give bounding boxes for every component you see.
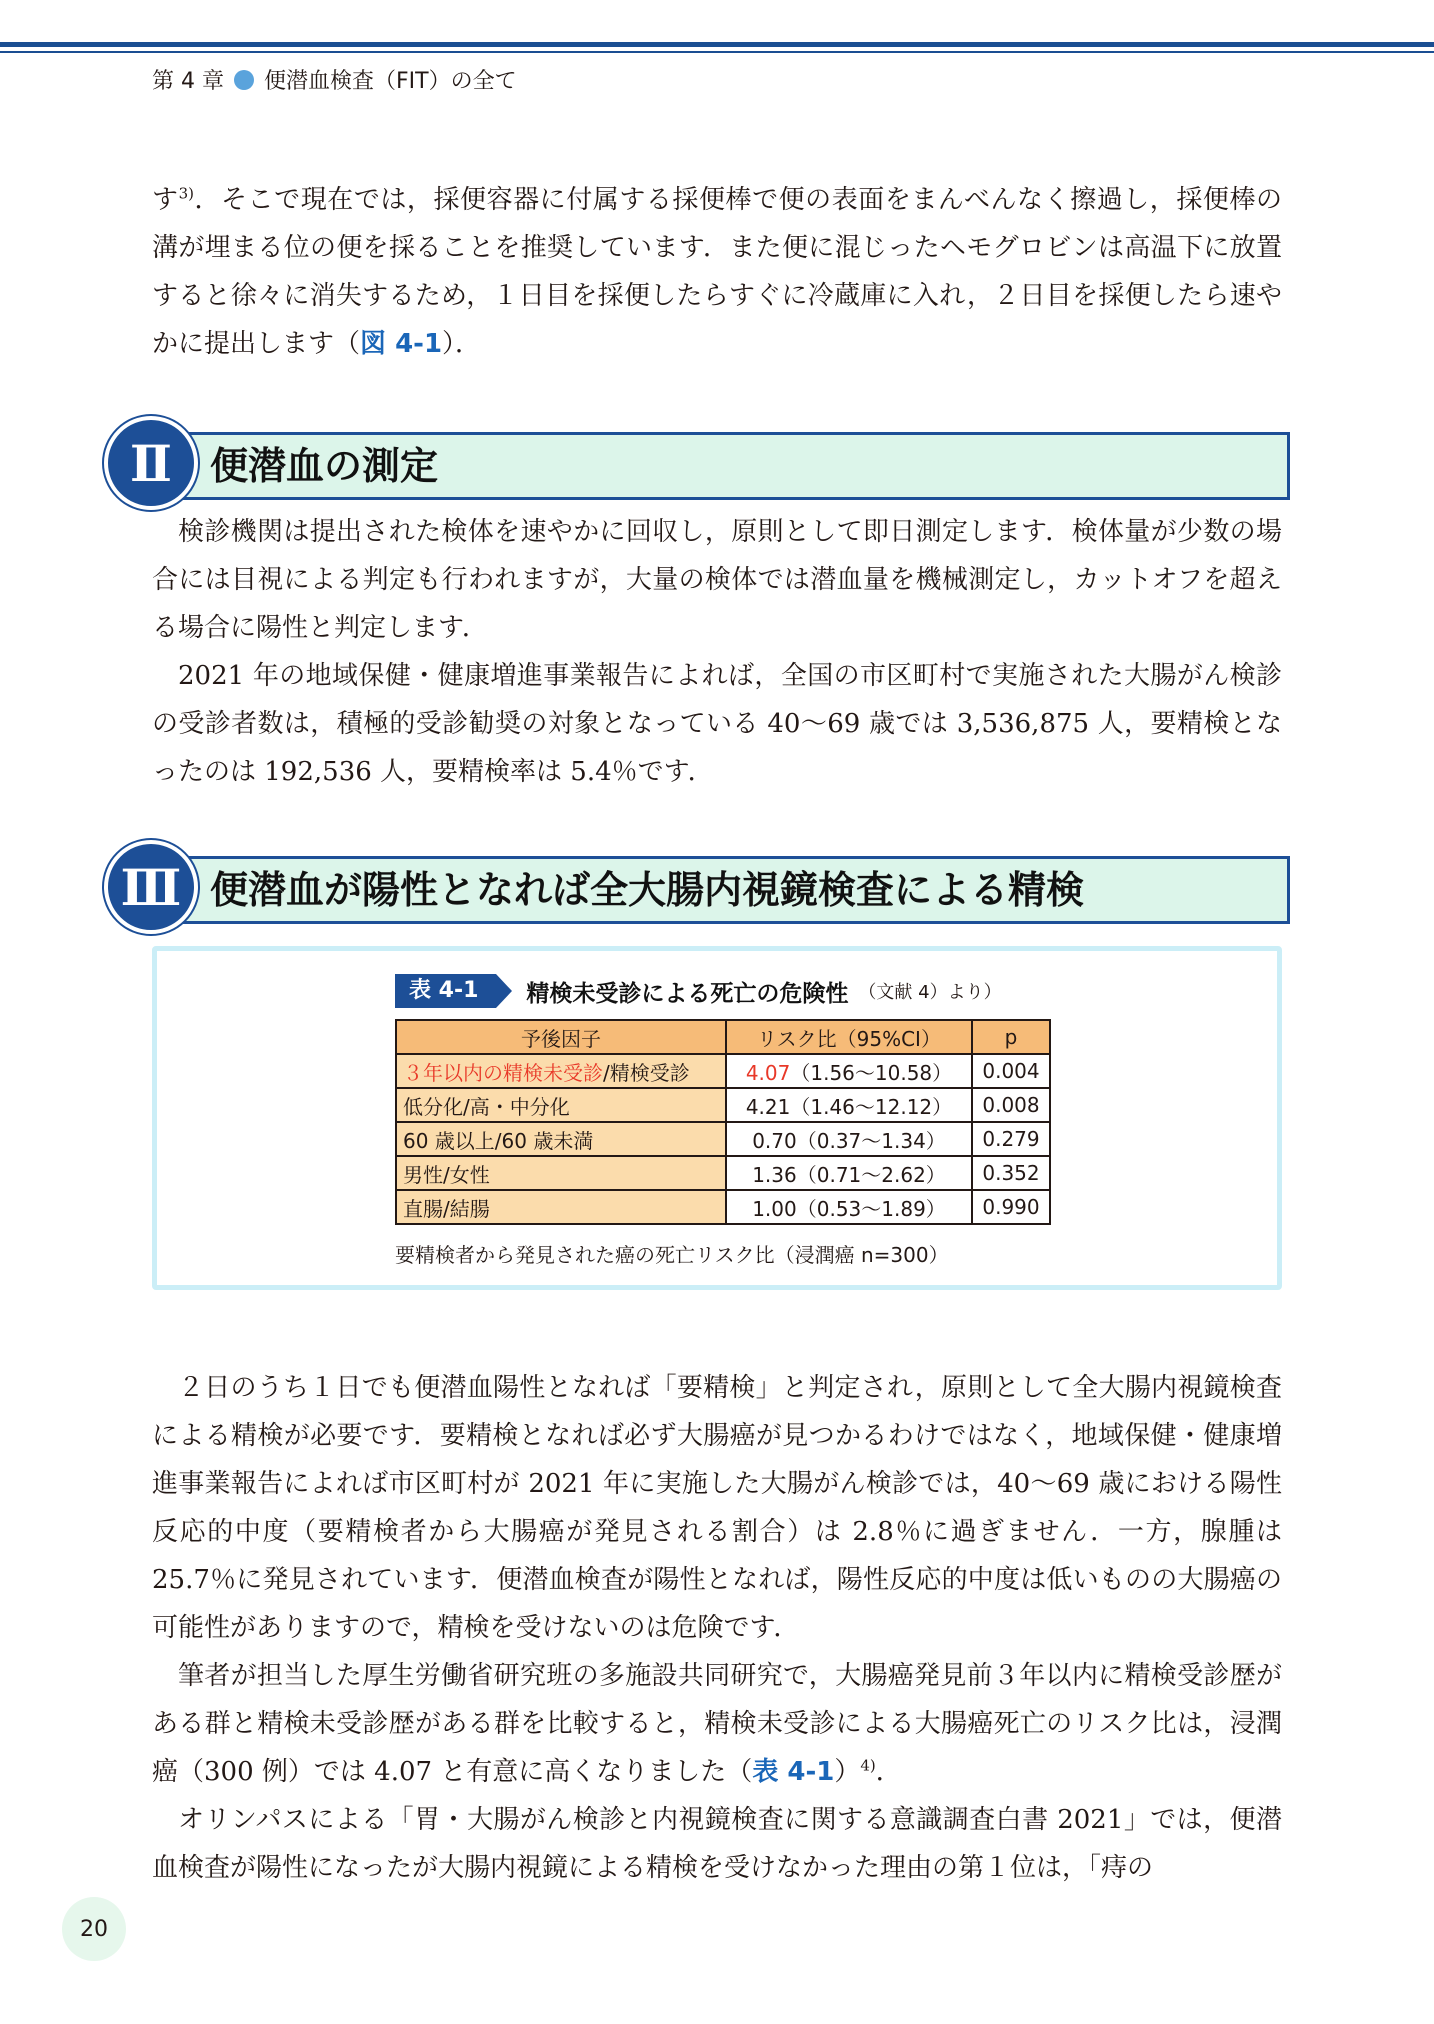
- running-head: [152, 64, 517, 95]
- page-number: 20: [62, 1897, 126, 1961]
- table-row: [396, 1054, 1050, 1088]
- p-value-cell: 0.990: [972, 1190, 1050, 1224]
- intro-paragraph: す$^{3)}$．そこで現在では，採便容器に付属する採便棒で便の表面をまんべんなく擦過し，採便棒の溝が埋まる位の便を採ることを推奨しています．また便に混じったヘモグロビンは高温下に放置すると徐々に消失するため，１日目を採便したらすぐに冷蔵庫に入れ，２日目を採便したら速やかに提出します（図 4-1）．: [152, 184, 1282, 359]
- ratio-cell: 1.36（0.71〜2.62）: [726, 1156, 972, 1190]
- section-2-text: [152, 508, 1282, 796]
- column-header: p: [972, 1020, 1050, 1054]
- table-row: [396, 1088, 1050, 1122]
- p-value-cell: 0.279: [972, 1122, 1050, 1156]
- ratio-cell: 1.00（0.53〜1.89）: [726, 1190, 972, 1224]
- section-3-text: [152, 1364, 1282, 1892]
- table-row: [396, 1156, 1050, 1190]
- header-rule-bottom: [0, 51, 1434, 53]
- ratio-cell: 4.07（1.56〜10.58）: [726, 1054, 972, 1088]
- section-numeral: Ⅲ: [104, 840, 198, 934]
- section-title: 便潜血が陽性となれば全大腸内視鏡検査による精検: [210, 868, 1085, 912]
- section-title: 便潜血の測定: [210, 444, 439, 488]
- paragraph: 2021 年の地域保健・健康増進事業報告によれば，全国の市区町村で実施された大腸がん検診の受診者数は，積極的受診勧奨の対象となっている 40〜69 歳では 3,536,875 人，要精検となったのは 192,536 人，要精検率は 5.4％です．: [152, 661, 1282, 787]
- column-header: リスク比（95%CI）: [726, 1020, 972, 1054]
- table-caption: [395, 973, 1002, 1009]
- table-row: [396, 1190, 1050, 1224]
- factor-cell: 直腸/結腸: [396, 1190, 726, 1224]
- chapter-label: 第 4 章: [152, 69, 224, 94]
- p-value-cell: 0.004: [972, 1054, 1050, 1088]
- citation-sup: 3): [178, 184, 194, 203]
- table-4-1-frame: [152, 946, 1282, 1290]
- chapter-title: 便潜血検査（FIT）の全て: [263, 69, 517, 94]
- figure-reference-link[interactable]: 図 4-1: [360, 329, 443, 359]
- citation-sup: 4): [860, 1756, 876, 1775]
- p-value-cell: 0.008: [972, 1088, 1050, 1122]
- factor-cell: 男性/女性: [396, 1156, 726, 1190]
- header-rule-top: [0, 42, 1434, 47]
- table-reference-link[interactable]: 表 4-1: [752, 1757, 835, 1787]
- paragraph: 検診機関は提出された検体を速やかに回収し，原則として即日測定します．検体量が少数の場合には目視による判定も行われますが，大量の検体では潜血量を機械測定し，カットオフを超える場合に陽性と判定します．: [152, 517, 1282, 643]
- intro-text: [152, 176, 1282, 368]
- paragraph: ２日のうち１日でも便潜血陽性となれば「要精検」と判定され，原則として全大腸内視鏡検査による精検が必要です．要精検となれば必ず大腸癌が見つかるわけではなく，地域保健・健康増進事業報告によれば市区町村が 2021 年に実施した大腸がん検診では，40〜69 歳における陽性反応的中度（要精検者から大腸癌が発見される割合）は 2.8％に過ぎません．一方，腺腫は 25.7％に発見されています．便潜血検査が陽性となれば，陽性反応的中度は低いものの大腸癌の可能性がありますので，精検を受けないのは危険です．: [152, 1373, 1282, 1643]
- column-header: 予後因子: [396, 1020, 726, 1054]
- factor-cell: 低分化/高・中分化: [396, 1088, 726, 1122]
- table-title: 精検未受診による死亡の危険性: [526, 980, 849, 1007]
- p-value-cell: 0.352: [972, 1156, 1050, 1190]
- section-heading-3: [104, 838, 1292, 938]
- ratio-cell: 0.70（0.37〜1.34）: [726, 1122, 972, 1156]
- table-number-tag: 表 4-1: [395, 974, 496, 1008]
- section-numeral: Ⅱ: [104, 416, 198, 510]
- bullet-dot-icon: [234, 70, 254, 90]
- ratio-cell: 4.21（1.46〜12.12）: [726, 1088, 972, 1122]
- table-header-row: [396, 1020, 1050, 1054]
- factor-cell: ３年以内の精検未受診/精検受診: [396, 1054, 726, 1088]
- paragraph: オリンパスによる「胃・大腸がん検診と内視鏡検査に関する意識調査白書 2021」では，便潜血検査が陽性になったが大腸内視鏡による精検を受けなかった理由の第１位は，「痔の: [152, 1805, 1282, 1883]
- section-heading-2: [104, 414, 1292, 514]
- table-footnote: 要精検者から発見された癌の死亡リスク比（浸潤癌 n=300）: [395, 1243, 949, 1267]
- table-row: [396, 1122, 1050, 1156]
- factor-cell: 60 歳以上/60 歳未満: [396, 1122, 726, 1156]
- paragraph: 筆者が担当した厚生労働省研究班の多施設共同研究で，大腸癌発見前３年以内に精検受診歴がある群と精検未受診歴がある群を比較すると，精検未受診による大腸癌死亡のリスク比は，浸潤癌（300 例）では 4.07 と有意に高くなりました（表 4-1）$^{4)}$．: [152, 1661, 1282, 1787]
- risk-table: [395, 1019, 1051, 1225]
- table-source: （文献 4）より）: [858, 982, 1002, 1003]
